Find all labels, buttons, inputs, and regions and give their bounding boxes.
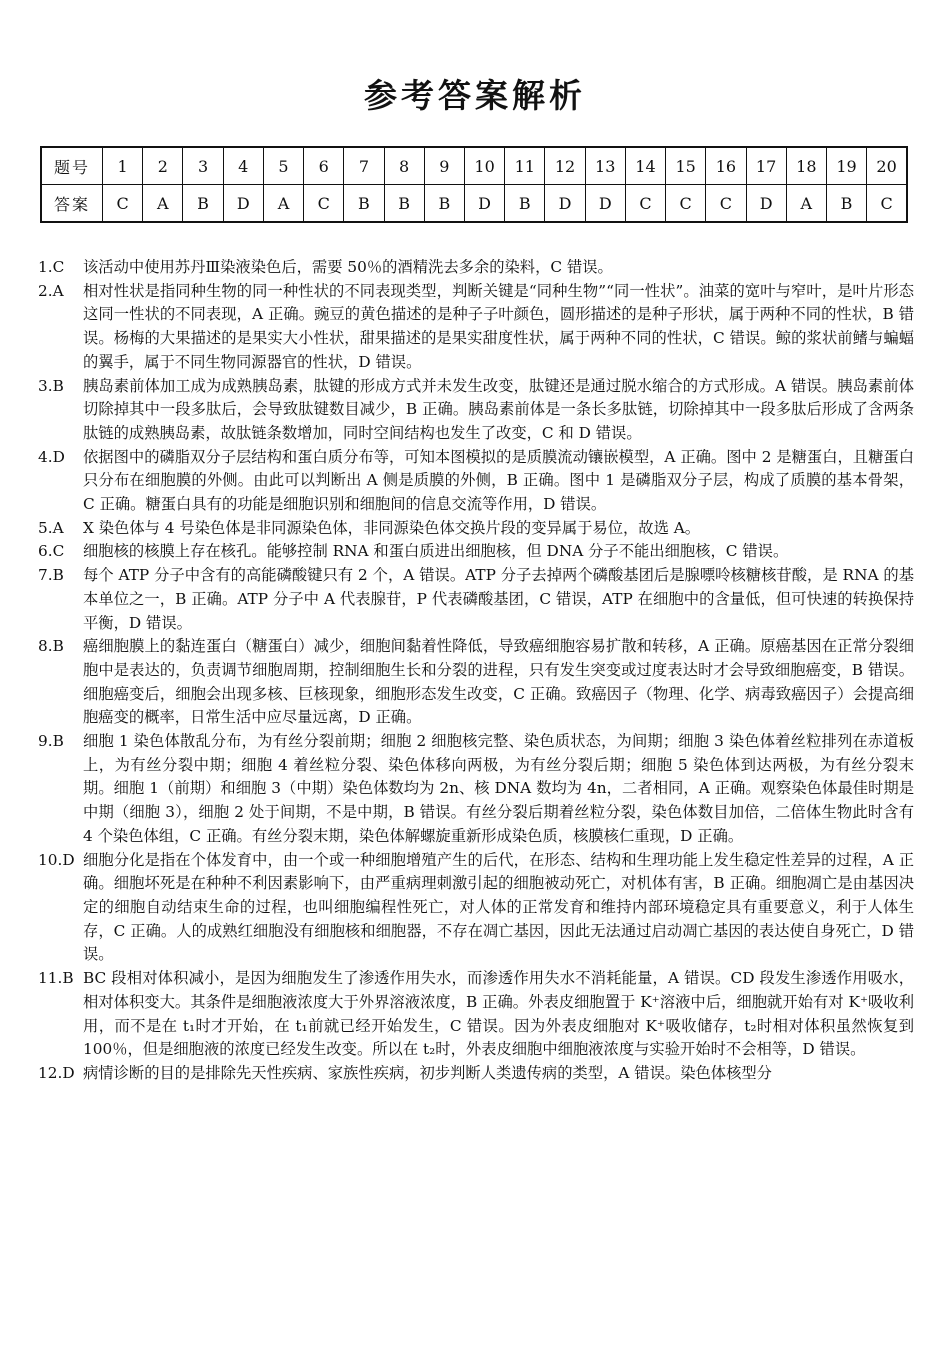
answer-cell: C (304, 185, 344, 223)
question-number-cell: 16 (706, 147, 746, 185)
explanation-number: 5.A (38, 518, 64, 537)
answer-cell: D (223, 185, 263, 223)
answer-cell: D (585, 185, 625, 223)
question-number-cell: 13 (585, 147, 625, 185)
explanation-number: 4.D (38, 447, 65, 466)
explanation-number: 2.A (38, 281, 64, 300)
explanation-item (38, 849, 914, 968)
question-number-cell: 4 (223, 147, 263, 185)
question-number-row (41, 147, 907, 185)
explanation-item (38, 517, 914, 541)
answer-cell: A (143, 185, 183, 223)
answer-cell: B (826, 185, 866, 223)
explanation-text: BC 段相对体积减小，是因为细胞发生了渗透作用失水，而渗透作用失水不消耗能量，A 错误。CD 段发生渗透作用吸水，相对体积变大。其条件是细胞液浓度大于外界溶液浓度，B 正确。外表皮细胞置于 K⁺溶液中后，细胞就开始有对 K⁺吸收利用，而不是在 t₁时才开始，在 t₁前就已经开始发生，C 错误。因为外表皮细胞对 K⁺吸收储存，t₂时相对体积虽然恢复到 100％，但是细胞液的浓度已经发生改变。所以在 t₂时，外表皮细胞中细胞液浓度与实验开始时不会相等，D 错误。 (83, 969, 914, 1059)
answer-cell: B (424, 185, 464, 223)
explanation-number: 3.B (38, 376, 64, 395)
explanation-text: X 染色体与 4 号染色体是非同源染色体，非同源染色体交换片段的变异属于易位，故选 A。 (83, 518, 701, 537)
question-number-cell: 18 (786, 147, 826, 185)
explanation-number: 10.D (38, 850, 75, 869)
explanation-text: 每个 ATP 分子中含有的高能磷酸键只有 2 个，A 错误。ATP 分子去掉两个磷酸基团后是腺嘌呤核糖核苷酸，是 RNA 的基本单位之一，B 正确。ATP 分子中 A 代表腺苷，P 代表磷酸基团，C 错误，ATP 在细胞中的含量低，但可快速的转换保持平衡，D 错误。 (83, 566, 914, 632)
explanation-text: 细胞核的核膜上存在核孔。能够控制 RNA 和蛋白质进出细胞核，但 DNA 分子不能出细胞核，C 错误。 (83, 542, 789, 561)
row-header-answer: 答案 (41, 185, 103, 223)
question-number-cell: 14 (625, 147, 665, 185)
explanation-number: 9.B (38, 732, 64, 751)
answer-cell: C (666, 185, 706, 223)
answer-cell: C (103, 185, 143, 223)
question-number-cell: 3 (183, 147, 223, 185)
explanation-item (38, 280, 914, 375)
row-header-question-number: 题号 (41, 147, 103, 185)
question-number-cell: 6 (304, 147, 344, 185)
explanation-number: 6.C (38, 542, 65, 561)
explanation-item (38, 375, 914, 446)
explanation-item (38, 540, 914, 564)
answer-cell: B (344, 185, 384, 223)
question-number-cell: 20 (867, 147, 907, 185)
explanations-list (38, 256, 914, 1086)
question-number-cell: 11 (505, 147, 545, 185)
explanation-text: 该活动中使用苏丹Ⅲ染液染色后，需要 50％的酒精洗去多余的染料，C 错误。 (83, 258, 613, 276)
answer-row (41, 185, 907, 223)
answer-cell: C (706, 185, 746, 223)
explanation-text: 病情诊断的目的是排除先天性疾病、家族性疾病，初步判断人类遗传病的类型，A 错误。染色体核型分 (83, 1063, 772, 1082)
explanation-item (38, 730, 914, 849)
explanation-item (38, 967, 914, 1062)
explanation-number: 8.B (38, 637, 64, 656)
question-number-cell: 10 (464, 147, 504, 185)
explanation-item (38, 635, 914, 730)
question-number-cell: 5 (263, 147, 303, 185)
question-number-cell: 2 (143, 147, 183, 185)
explanation-item (38, 564, 914, 635)
answer-cell: D (464, 185, 504, 223)
answer-cell: D (746, 185, 786, 223)
answer-cell: A (263, 185, 303, 223)
explanation-text: 依据图中的磷脂双分子层结构和蛋白质分布等，可知本图模拟的是质膜流动镶嵌模型，A 正确。图中 2 是糖蛋白，且糖蛋白只分布在细胞膜的外侧。由此可以判断出 A 侧是质膜的外侧，B 正确。图中 1 是磷脂双分子层，构成了质膜的基本骨架，C 正确。糖蛋白具有的功能是细胞识别和细胞间的信息交流等作用，D 错误。 (83, 447, 914, 514)
page-title: 参考答案解析 (364, 76, 586, 115)
explanation-text: 癌细胞膜上的黏连蛋白（糖蛋白）减少，细胞间黏着性降低，导致癌细胞容易扩散和转移，A 正确。原癌基因在正常分裂细胞中是表达的，负责调节细胞周期，控制细胞生长和分裂的进程，只有发生突变或过度表达时才会导致细胞癌变，B 错误。细胞癌变后，细胞会出现多核、巨核现象，细胞形态发生改变，C 正确。致癌因子（物理、化学、病毒致癌因子）会提高细胞癌变的概率，日常生活中应尽量远离，D 正确。 (83, 637, 914, 727)
answer-cell: C (867, 185, 907, 223)
explanation-text: 相对性状是指同种生物的同一种性状的不同表现类型，判断关键是“同种生物”“同一性状”。油菜的宽叶与窄叶，是叶片形态这同一性状的不同表现，A 正确。豌豆的黄色描述的是种子子叶颜色，圆形描述的是种子形状，属于两种不同的性状，B 错误。杨梅的大果描述的是果实大小性状，甜果描述的是果实甜度性状，属于两种不同的性状，C 错误。鲸的浆状前鳍与蝙蝠的翼手，属于不同生物同源器官的性状，D 错误。 (83, 281, 914, 371)
explanation-number: 1.C (38, 258, 65, 276)
answer-cell: B (384, 185, 424, 223)
answer-table (40, 146, 908, 223)
explanation-number: 12.D (38, 1063, 75, 1082)
answer-cell: B (183, 185, 223, 223)
explanation-number: 7.B (38, 566, 64, 585)
answer-cell: D (545, 185, 585, 223)
question-number-cell: 1 (103, 147, 143, 185)
question-number-cell: 9 (424, 147, 464, 185)
explanation-text: 细胞 1 染色体散乱分布，为有丝分裂前期；细胞 2 细胞核完整、染色质状态，为间期；细胞 3 染色体着丝粒排列在赤道板上，为有丝分裂中期；细胞 4 着丝粒分裂、染色体移向两极，为有丝分裂后期；细胞 5 染色体到达两极，为有丝分裂末期。细胞 1（前期）和细胞 3（中期）染色体数均为 2n、核 DNA 数均为 4n，二者相同，A 正确。观察染色体最佳时期是中期（细胞 3），细胞 2 处于间期，不是中期，B 错误。有丝分裂后期着丝粒分裂，染色体数目加倍，二倍体生物此时含有 4 个染色体组，C 正确。有丝分裂末期，染色体解螺旋重新形成染色质，核膜核仁重现，D 正确。 (83, 732, 914, 845)
explanation-item (38, 1062, 914, 1086)
answer-cell: C (625, 185, 665, 223)
question-number-cell: 8 (384, 147, 424, 185)
answer-cell: A (786, 185, 826, 223)
explanation-number: 11.B (38, 969, 74, 988)
question-number-cell: 15 (666, 147, 706, 185)
question-number-cell: 7 (344, 147, 384, 185)
question-number-cell: 12 (545, 147, 585, 185)
explanation-text: 胰岛素前体加工成为成熟胰岛素，肽键的形成方式并未发生改变，肽键还是通过脱水缩合的方式形成。A 错误。胰岛素前体切除掉其中一段多肽后，会导致肽键数目减少，B 正确。胰岛素前体是一条长多肽链，切除掉其中一段多肽后形成了含两条肽链的成熟胰岛素，故肽链条数增加，同时空间结构也发生了改变，C 和 D 错误。 (83, 376, 914, 442)
answer-cell: B (505, 185, 545, 223)
explanation-text: 细胞分化是指在个体发育中，由一个或一种细胞增殖产生的后代，在形态、结构和生理功能上发生稳定性差异的过程，A 正确。细胞坏死是在种种不利因素影响下，由严重病理刺激引起的细胞被动死亡，对机体有害，B 正确。细胞凋亡是由基因决定的细胞自动结束生命的过程，也叫细胞编程性死亡，对人体的正常发育和维持内部环境稳定具有重要意义，利于人体生存，C 正确。人的成熟红细胞没有细胞核和细胞器，不存在凋亡基因，因此无法通过启动凋亡基因的表达使自身死亡，D 错误。 (83, 850, 914, 964)
explanation-item (38, 256, 914, 280)
question-number-cell: 17 (746, 147, 786, 185)
explanation-item (38, 446, 914, 517)
question-number-cell: 19 (826, 147, 866, 185)
